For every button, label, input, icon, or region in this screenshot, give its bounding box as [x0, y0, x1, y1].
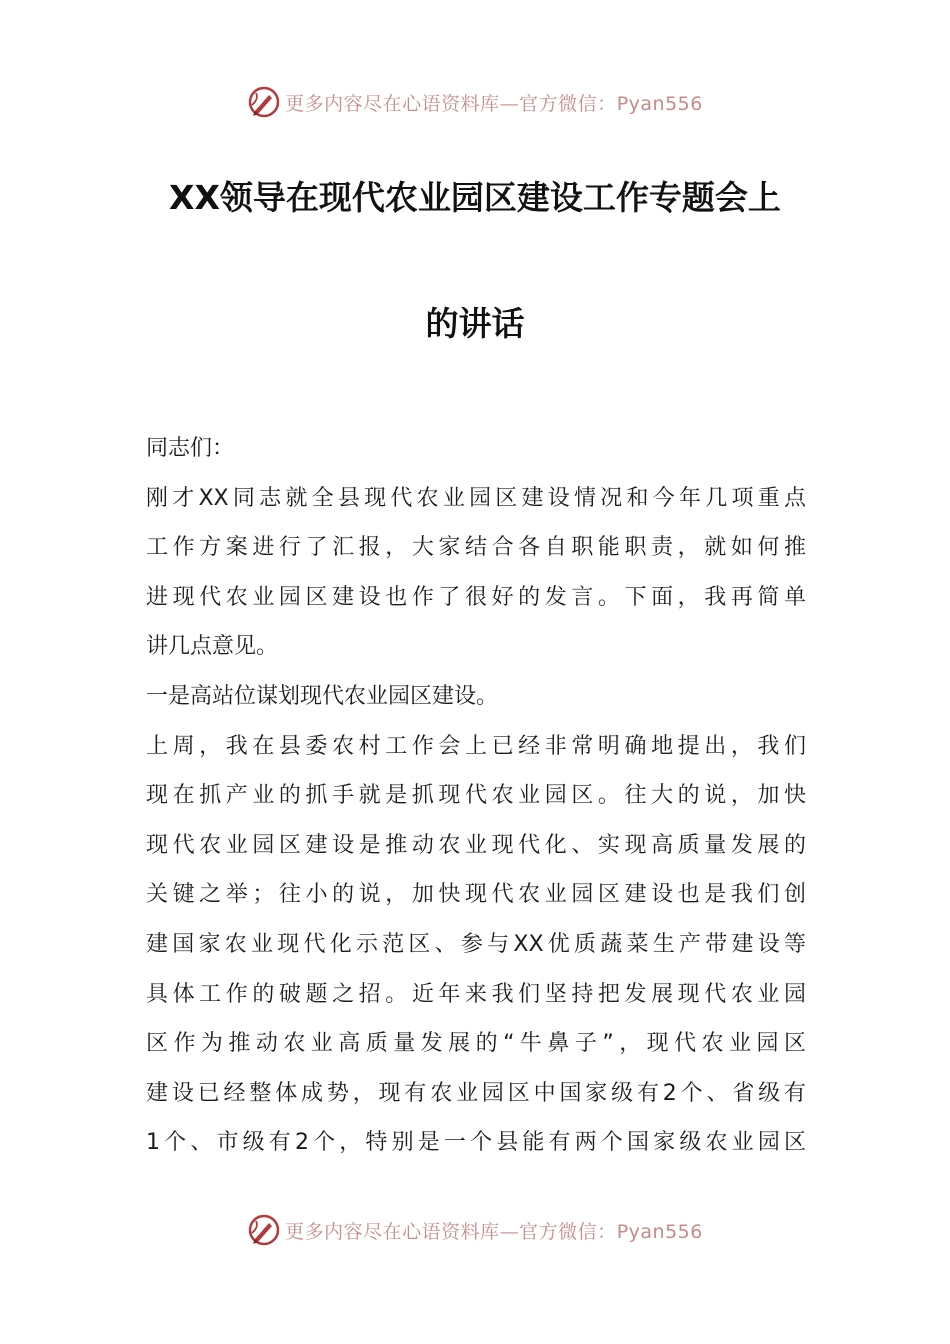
body-line: 区作为推动农业高质量发展的“牛鼻子”，现代农业园区 [146, 1031, 806, 1057]
banner-wechat-id: Pyan556 [616, 92, 703, 115]
body-line: 一是高站位谋划现代农业园区建设。 [146, 683, 499, 709]
body-line: 工作方案进行了汇报，大家结合各自职能职责，就如何推 [146, 535, 806, 561]
body-line: 1个、市级有2个，特别是一个县能有两个国家级农业园区 [146, 1130, 806, 1156]
banner-text [285, 89, 703, 116]
pen-logo-icon [247, 1213, 281, 1247]
document-title-line-2: 的讲话 [425, 304, 525, 343]
pen-logo-icon [247, 85, 281, 119]
body-line: 具体工作的破题之招。近年来我们坚持把发展现代农业园 [146, 981, 806, 1007]
document-title-line-1: XX领导在现代农业园区建设工作专题会上 [169, 178, 781, 217]
banner-text [285, 1217, 703, 1244]
banner-prefix: 更多内容尽在心语资料库 [285, 92, 500, 115]
header-banner [0, 82, 950, 122]
banner-label: 官方微信： [519, 1220, 617, 1243]
body-line: 建设已经整体成势，现有农业园区中国家级有2个、省级有 [146, 1080, 806, 1106]
body-line: 讲几点意见。 [146, 634, 279, 660]
body-line: 关键之举；往小的说，加快现代农业园区建设也是我们创 [146, 882, 806, 908]
document-body [146, 424, 806, 1168]
body-line: 建国家农业现代化示范区、参与XX优质蔬菜生产带建设等 [146, 931, 806, 957]
body-line: 上周，我在县委农村工作会上已经非常明确地提出，我们 [146, 733, 806, 759]
banner-label: 官方微信： [519, 92, 617, 115]
banner-wechat-id: Pyan556 [616, 1220, 703, 1243]
banner-separator: — [499, 1220, 520, 1243]
banner-prefix: 更多内容尽在心语资料库 [285, 1220, 500, 1243]
body-line: 同志们： [146, 436, 235, 461]
body-line: 进现代农业园区建设也作了很好的发言。下面，我再简单 [146, 584, 806, 610]
footer-banner [0, 1210, 950, 1250]
banner-separator: — [499, 92, 520, 115]
body-line: 刚才XX同志就全县现代农业园区建设情况和今年几项重点 [146, 485, 806, 511]
body-line: 现代农业园区建设是推动农业现代化、实现高质量发展的 [146, 832, 806, 858]
body-line: 现在抓产业的抓手就是抓现代农业园区。往大的说，加快 [146, 783, 806, 809]
